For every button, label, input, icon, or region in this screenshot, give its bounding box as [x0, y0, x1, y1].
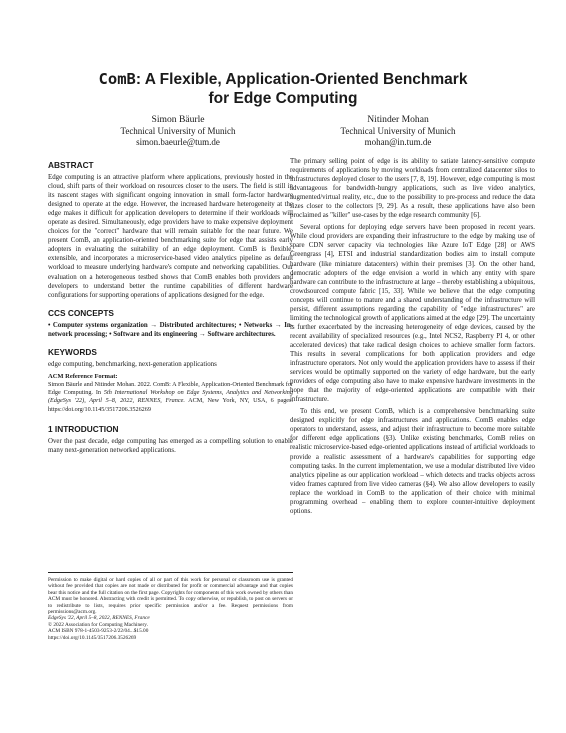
footnote-copyright: © 2022 Association for Computing Machinery. [48, 621, 148, 628]
abstract-text: Edge computing is an attractive platform where applications, previously hosted in the cloud, shift parts of their workload on resources closer to the users. The field is still in its nascent stages with significant ongoing innovation in small form-factor hardware designed to operate at the edge. However, the increased hardware heterogeneity at the edge makes it difficult for application developers to determine if their workloads will operate as desired. Simultaneously, edge providers have to make expensive deployment choices for the "correct" hardware that will remain suitable for the near future. We present ComB, an application-oriented benchmarking suite for edge that assists early adopters in evaluating the suitability of an edge deployment. ComB is flexible, extensible, and incorporates a microservice-based video analytics pipeline as default workload to measure underlying hardware's compute and networking capabilities. Our evaluation on a heterogeneous testbed shows that ComB enables both providers and developers to understand better the runtime capabilities of different hardware configurations for supporting operations of applications designed for the edge. [48, 174, 293, 299]
acm-reference-text1: Simon Bäurle and Nitinder Mohan. 2022. ComB: A Flexible, Application-Oriented Benchmark for Edge Computing. In [48, 381, 293, 397]
ccs-heading: CCS CONCEPTS [48, 307, 114, 318]
author-name: Simon Bäurle [151, 114, 205, 125]
author-affiliation: Technical University of Munich [120, 125, 236, 136]
intro-heading: 1 INTRODUCTION [48, 423, 119, 434]
paper-title [0, 70, 566, 108]
author-email: mohan@in.tum.de [364, 137, 432, 147]
author-affiliation: Technical University of Munich [340, 125, 456, 136]
abstract-heading: ABSTRACT [48, 160, 94, 170]
author-name: Nitinder Mohan [367, 114, 429, 125]
footnote-doi: https://doi.org/10.1145/3517206.3526269 [48, 634, 137, 641]
left-column [48, 157, 293, 458]
title-line2: for Edge Computing [208, 90, 358, 107]
author-email: simon.baeurle@tum.de [136, 137, 220, 147]
acm-reference [48, 373, 293, 414]
acm-reference-text2: ACM, New York, NY, USA, 6 pages. https://doi.org/10.1145/3517206.3526269 [48, 397, 293, 413]
intro-paragraph-1: The primary selling point of edge is its ability to satiate latency-sensitive compute requirements of applications by moving workloads from centralized datacenter silos to infrastructures deployed closer to the users [7, 8, 19]. However, edge computing is most advantageous for bandwidth-hungry applications, such as live video analytics, augmented/virtual reality, etc., due to the possibility to pre-process and reduce the data sizes closer to the collectors [9, 29]. As a result, these applications have also been proclaimed as "killer" use-cases by the edge research community [6]. [290, 158, 535, 220]
permission-notice: Permission to make digital or hard copies of all or part of this work for personal or classroom use is granted without fee provided that copies are not made or distributed for profit or commercial advantage and that copies bear this notice and the full citation on the first page. Copyrights for components of this work owned by others than ACM must be honored. Abstracting with credit is permitted. To copy otherwise, or republish, to post on servers or to redistribute to lists, requires prior specific permission and/or a fee. Request permissions from permissions@acm.org. [48, 577, 293, 616]
keywords-text: edge computing, benchmarking, next-generation applications [48, 360, 217, 368]
intro-paragraph-3: To this end, we present ComB, which is a comprehensive benchmarking suite designed explicitly for edge infrastructures and applications. ComB enables edge operators to understand, assess, and adjust their infrastructure to become more suitable for different edge applications (§3). Unlike existing benchmarks, ComB relies on realistic microservice-based edge-oriented applications instead of artificial workloads to provide a realistic assessment of a hardware's capabilities for supporting edge computing tasks. In the current implementation, we use a modular distributed live video analytics pipeline as our application workload – which detects and tracks objects across video frames captured from live video cameras (§4). We also allow developers to easily replace the workload in ComB to the application of their choice with minimal programming overhead – enabling them to explore counter-intuitive deployment options. [290, 408, 535, 515]
right-column [290, 157, 535, 519]
acm-reference-heading: ACM Reference Format: [48, 372, 118, 380]
acm-reference-venue: 5th International Workshop on Edge Systems, Analytics and Networking (EdgeSys '22), April 5–8, 2022, RENNES, France. [48, 389, 293, 405]
ccs-text: • Computer systems organization → Distributed architectures; • Networks → In-network processing; • Software and its engineering → Software architectures. [48, 321, 293, 338]
intro-paragraph-2: Several options for deploying edge servers have been proposed in recent years. While cloud providers are expanding their infrastructure to the edge by making use of spare CDN server capacity via technologies like Azure IoT Edge [28] or AWS Greengrass [4], ETSI and industrial standardization bodies aim to install compute hardware (like miniature datacenters) within their premises [3]. On the other hand, democratic adopters of the edge envision a world in which any entity with spare hardware can contribute to the infrastructure at large – thereby establishing a ubiquitous, crowdsourced compute fabric [15, 33]. While we believe that the edge computing concepts will continue to mature and a shared understanding of the infrastructure will persist, different assumptions regarding the capability of "edge infrastructures" are limiting the technological growth of applications aimed at the edge [29]. The uncertainty is further exacerbated by the increasing heterogeneity of edge devices, caused by the recent availability of specialized resources (e.g., Intel NCS2, Raspberry PI 4, or other accelerated devices) that take radical design choices to achieve smaller form factors. This results in several complications for both application providers and edge infrastructure operators. Not only would the application providers have to assess if their services would be optimally supported on the variety of edge hardware, but the early providers of edge computing also have to make expensive hardware investments in the hope that the majority of edge-oriented applications are compatible with their infrastructure. [290, 224, 535, 404]
author-block-2 [268, 114, 528, 149]
title-system-name: ComB [98, 70, 136, 88]
title-line1: : A Flexible, Application-Oriented Benchmark [135, 71, 468, 88]
copyright-footnote [48, 572, 293, 641]
intro-text: Over the past decade, edge computing has emerged as a compelling solution to enable many next-generation networked applications. [48, 437, 293, 454]
footnote-isbn: ACM ISBN 978-1-4503-9253-2/22/04...$15.00 [48, 628, 149, 635]
keywords-heading: KEYWORDS [48, 346, 97, 357]
footnote-venue: EdgeSys '22, April 5–8, 2022, RENNES, France [48, 615, 150, 622]
